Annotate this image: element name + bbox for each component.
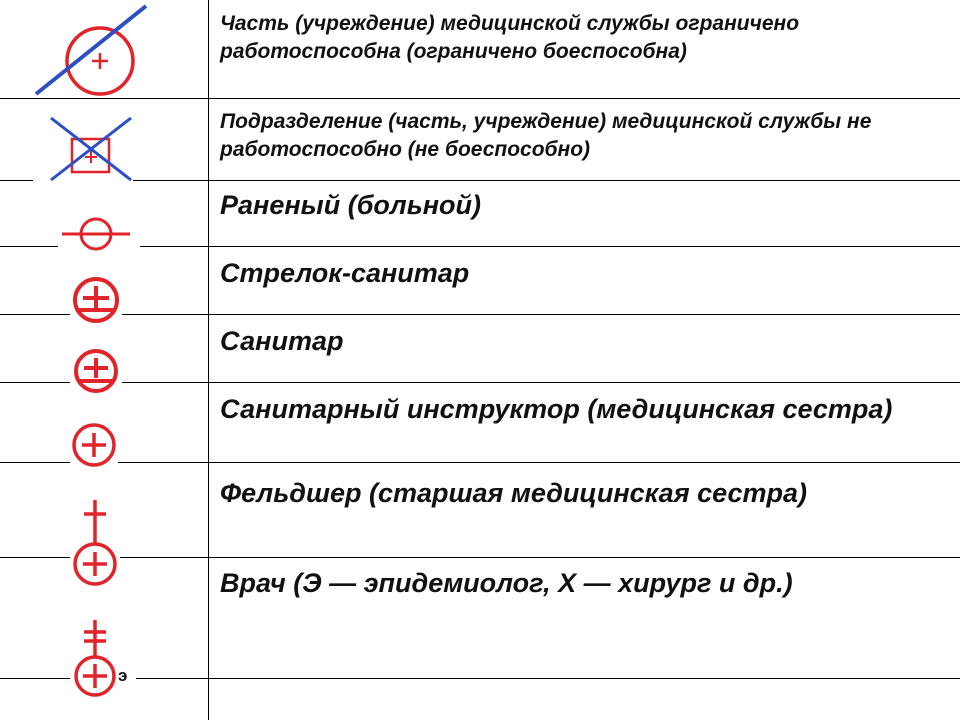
row-divider — [0, 462, 960, 463]
row-divider — [0, 246, 960, 247]
square-cross-x-crossed-icon — [33, 114, 133, 182]
row-description: Подразделение (часть, учреждение) медицинской службы не работоспособно (не боеспособно) — [220, 110, 872, 161]
row-description: Фельдшер (старшая медицинская сестра) — [220, 478, 807, 508]
row-divider — [0, 180, 960, 181]
circle-cross-icon — [70, 422, 118, 468]
row-description: Санитарный инструктор (медицинская сестра) — [220, 394, 893, 424]
row-divider — [0, 382, 960, 383]
row-description: Часть (учреждение) медицинской службы ограничено работоспособна (ограничено боеспособна) — [220, 12, 800, 63]
circle-horizontal-line-icon — [58, 214, 140, 254]
circle-cross-double-staff-icon — [70, 618, 136, 698]
circle-cross-slashed-icon — [30, 4, 152, 96]
row-description: Врач (Э — эпидемиолог, Х — хирург и др.) — [220, 568, 793, 598]
row-divider — [0, 678, 960, 679]
row-description: Раненый (больной) — [220, 190, 482, 220]
row-divider — [0, 98, 960, 99]
row-description: Стрелок-санитар — [220, 258, 470, 288]
symbol-letter-label: э — [118, 666, 128, 685]
row-divider — [0, 314, 960, 315]
circle-cross-double-bar-icon — [70, 274, 122, 326]
column-divider — [208, 0, 209, 720]
circle-cross-bottom-bar-icon — [70, 348, 122, 394]
row-divider — [0, 557, 960, 558]
row-description: Санитар — [220, 326, 344, 356]
circle-cross-staff-icon — [70, 498, 120, 588]
